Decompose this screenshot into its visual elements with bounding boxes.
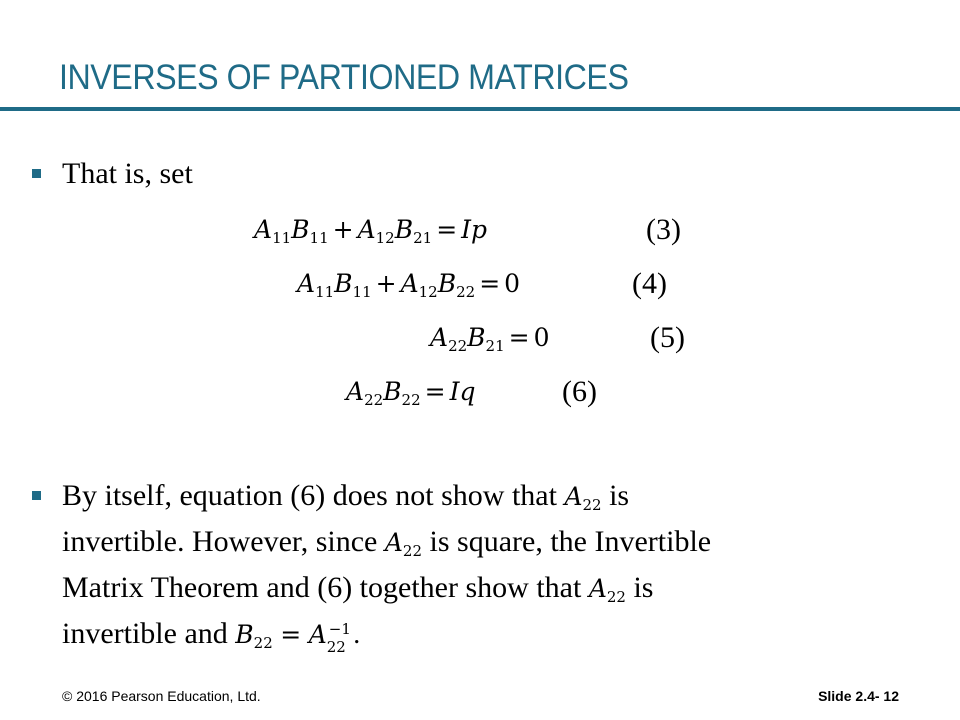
paragraph-line-4: invertible and $B_{22} = A$ −1 22 . (62, 617, 361, 656)
footer-copyright: © 2016 Pearson Education, Ltd. (62, 688, 261, 704)
bullet-marker (32, 169, 41, 178)
equation-5-label: (5) (650, 321, 685, 354)
equation-3: A11B11 + A12B21 = Ip (254, 215, 488, 247)
paragraph-line-3: Matrix Theorem and (6) together show that $A_{22}$ is (62, 571, 654, 606)
equation-4: A11B11 + A12B22 = 0 (297, 269, 521, 301)
bullet-marker (32, 491, 41, 500)
bullet-text: That is, set (62, 157, 193, 190)
footer-slide-number: Slide 2.4- 12 (818, 688, 899, 704)
equation-6: A22B22 = Iq (346, 377, 476, 409)
paragraph-line-1: By itself, equation (6) does not show that $A_{22}$ is (62, 479, 630, 514)
title-rule (0, 107, 960, 111)
equation-3-label: (3) (646, 213, 681, 246)
equation-5: A22B21 = 0 (430, 323, 550, 355)
equation-6-label: (6) (562, 375, 597, 408)
slide-title: INVERSES OF PARTIONED MATRICES (59, 58, 629, 97)
equation-4-label: (4) (632, 267, 667, 300)
paragraph-line-2: invertible. However, since $A_{22}$ is square, the Invertible (62, 525, 712, 560)
